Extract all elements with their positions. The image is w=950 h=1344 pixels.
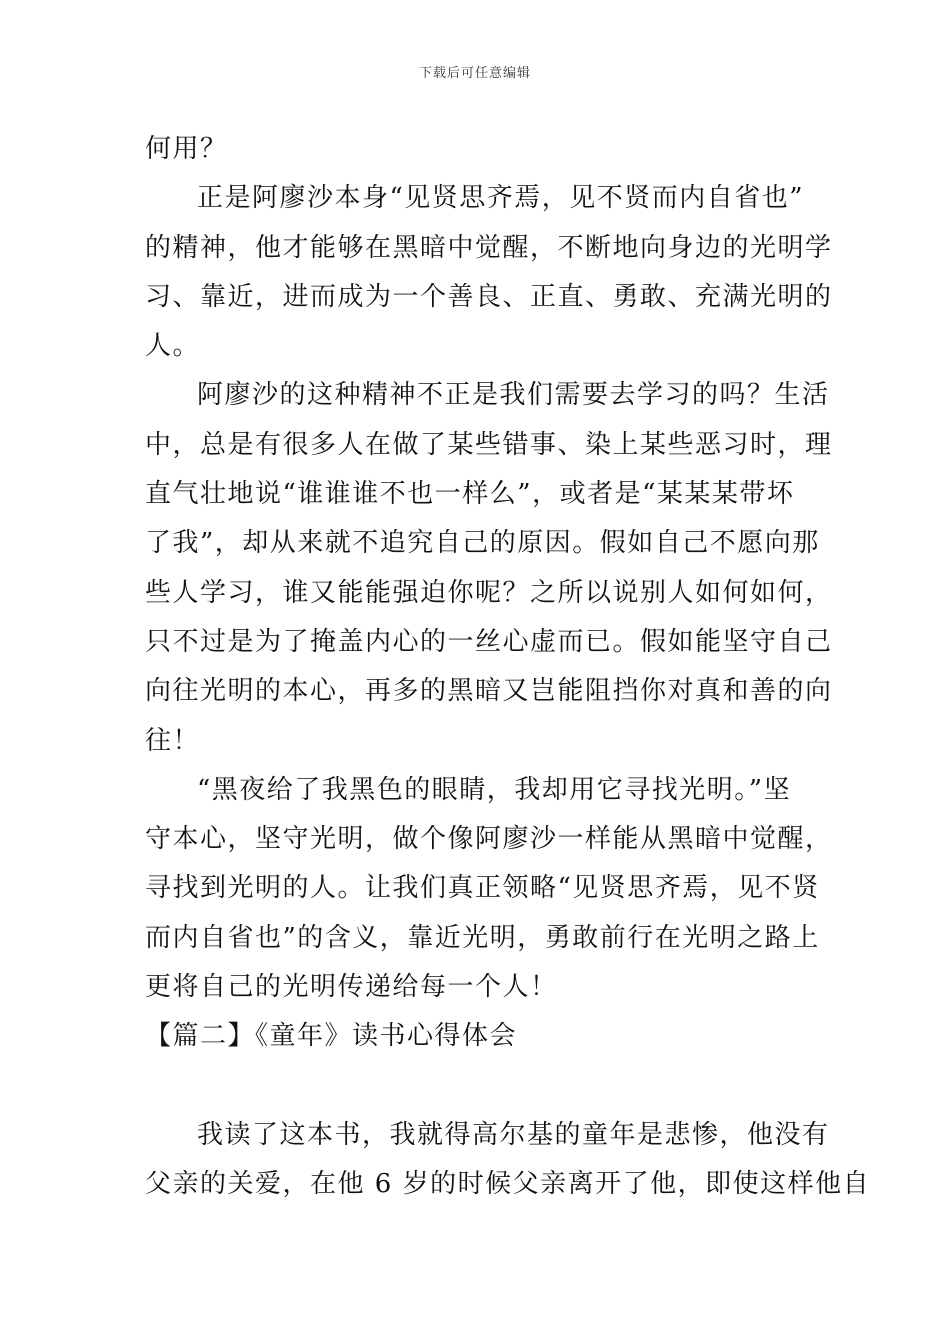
section-heading: 【篇二】《童年》读书心得体会 — [145, 1021, 518, 1052]
document-body — [145, 125, 871, 1210]
text-line: 了我”，却从来就不追究自己的原因。假如自己不愿向那 — [145, 528, 820, 559]
text-line: 向往光明的本心，再多的黑暗又岂能阻挡你对真和善的向 — [145, 676, 833, 707]
text-line: 守本心，坚守光明，做个像阿廖沙一样能从黑暗中觉醒， — [145, 824, 833, 855]
text-line: 而内自省也”的含义，靠近光明，勇敢前行在光明之路上 — [145, 922, 820, 953]
text-line: 习、靠近，进而成为一个善良、正直、勇敢、充满光明的 — [145, 281, 833, 312]
text-line: 直气壮地说“谁谁谁不也一样么”，或者是“某某某带坏 — [145, 479, 795, 510]
paragraph-start-line: 正是阿廖沙本身“见贤思齐焉，见不贤而内自省也” — [197, 183, 805, 214]
paragraph-start-line: 我读了这本书，我就得高尔基的童年是悲惨，他没有 — [197, 1119, 830, 1150]
text-line: 些人学习，谁又能能强迫你呢？之所以说别人如何如何， — [145, 577, 833, 608]
text-line: 中，总是有很多人在做了某些错事、染上某些恶习时，理 — [145, 429, 833, 460]
text-line: 更将自己的光明传递给每一个人！ — [145, 972, 558, 1003]
text-line: 寻找到光明的人。让我们真正领略“见贤思齐焉，见不贤 — [145, 873, 820, 904]
paragraph-start-line: “黑夜给了我黑色的眼睛，我却用它寻找光明。”坚 — [197, 774, 792, 805]
text-line: 只不过是为了掩盖内心的一丝心虚而已。假如能坚守自己 — [145, 626, 833, 657]
text-line: 往！ — [145, 725, 201, 756]
page-header: 下载后可任意编辑 — [418, 66, 531, 81]
blank-line — [145, 1062, 810, 1111]
text-line: 父亲的关爱，在他 6 岁的时候父亲离开了他，即使这样他自 — [145, 1169, 871, 1200]
text-line: 人。 — [145, 331, 201, 362]
text-line: 的精神，他才能够在黑暗中觉醒，不断地向身边的光明学 — [145, 232, 833, 263]
paragraph-start-line: 阿廖沙的这种精神不正是我们需要去学习的吗？生活 — [197, 380, 830, 411]
text-line: 何用？ — [145, 134, 228, 164]
